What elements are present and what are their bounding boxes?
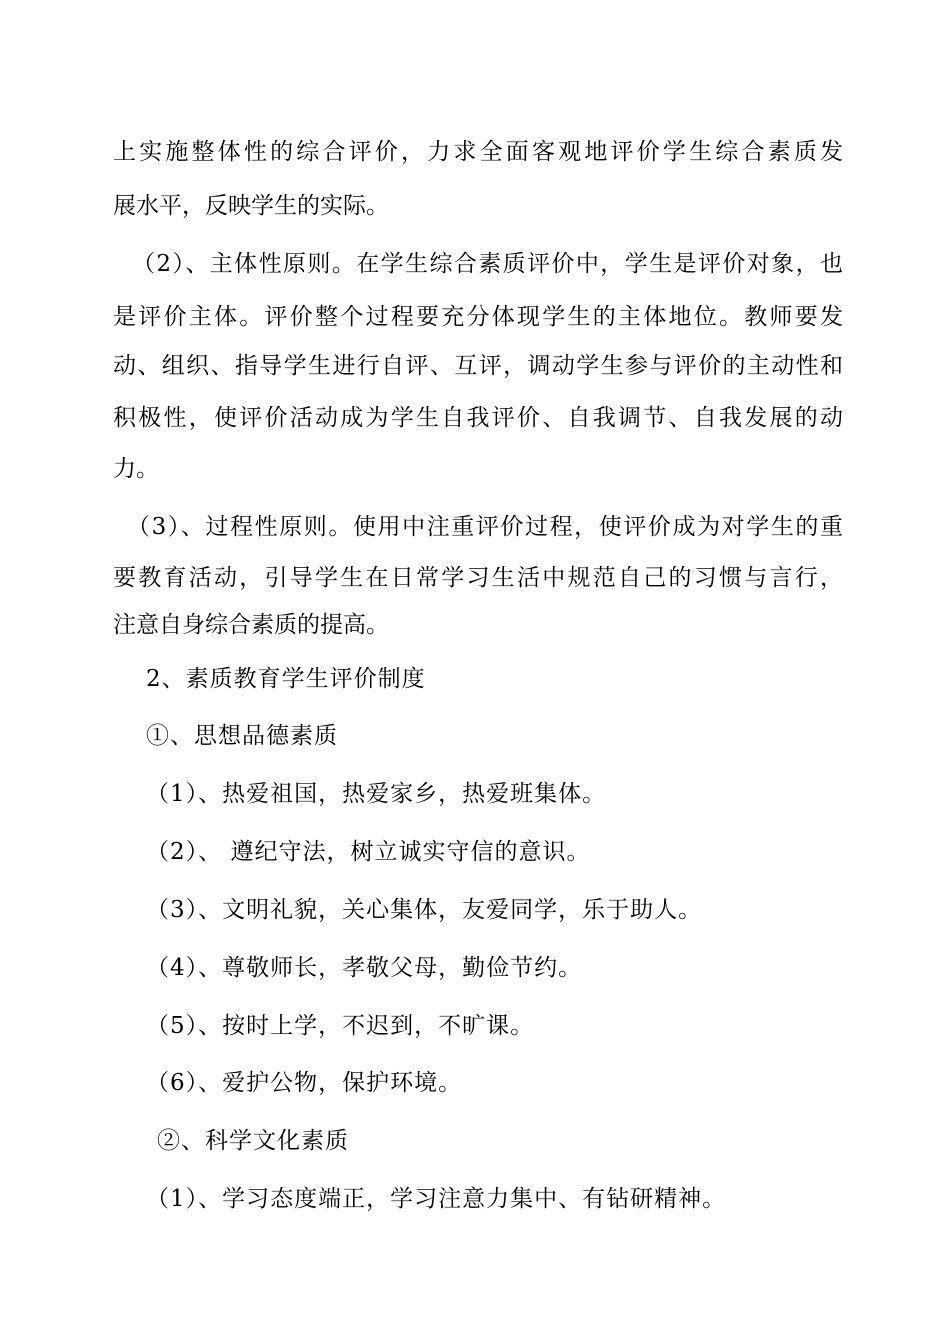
list-item: （3）、文明礼貌，关心集体，友爱同学，乐于助人。 xyxy=(146,897,703,923)
list-item: （1）、热爱祖国，热爱家乡，热爱班集体。 xyxy=(146,781,607,807)
paragraph-line: 动、组织、指导学生进行自评、互评，调动学生参与评价的主动性和 xyxy=(113,353,843,379)
paragraph-line: 力。 xyxy=(113,456,159,482)
list-item: （2）、 遵纪守法，树立诚实守信的意识。 xyxy=(146,839,591,865)
paragraph-line: 要教育活动，引导学生在日常学习生活中规范自己的习惯与言行， xyxy=(113,565,843,591)
paragraph-line: （3）、过程性原则。使用中注重评价过程，使评价成为对学生的重 xyxy=(127,514,843,540)
paragraph-line: 积极性，使评价活动成为学生自我评价、自我调节、自我发展的动 xyxy=(113,405,843,431)
paragraph-line: 注意自身综合素质的提高。 xyxy=(113,612,389,638)
section-heading: 2、素质教育学生评价制度 xyxy=(146,666,426,692)
list-item: （4）、尊敬师长，孝敬父母，勤俭节约。 xyxy=(146,955,583,981)
list-item: （1）、学习态度端正，学习注意力集中、有钻研精神。 xyxy=(146,1186,727,1212)
subsection-title-science: ②、科学文化素质 xyxy=(157,1128,349,1154)
paragraph-line: （2）、主体性原则。在学生综合素质评价中，学生是评价对象，也 xyxy=(132,251,843,277)
paragraph-line: 上实施整体性的综合评价，力求全面客观地评价学生综合素质发 xyxy=(113,139,843,165)
list-item: （5）、按时上学，不迟到，不旷课。 xyxy=(146,1013,535,1039)
list-item: （6）、爱护公物，保护环境。 xyxy=(146,1070,463,1096)
paragraph-line: 是评价主体。评价整个过程要充分体现学生的主体地位。教师要发 xyxy=(113,304,843,330)
subsection-title-moral: ①、思想品德素质 xyxy=(146,723,338,749)
paragraph-line: 展水平，反映学生的实际。 xyxy=(113,193,389,219)
